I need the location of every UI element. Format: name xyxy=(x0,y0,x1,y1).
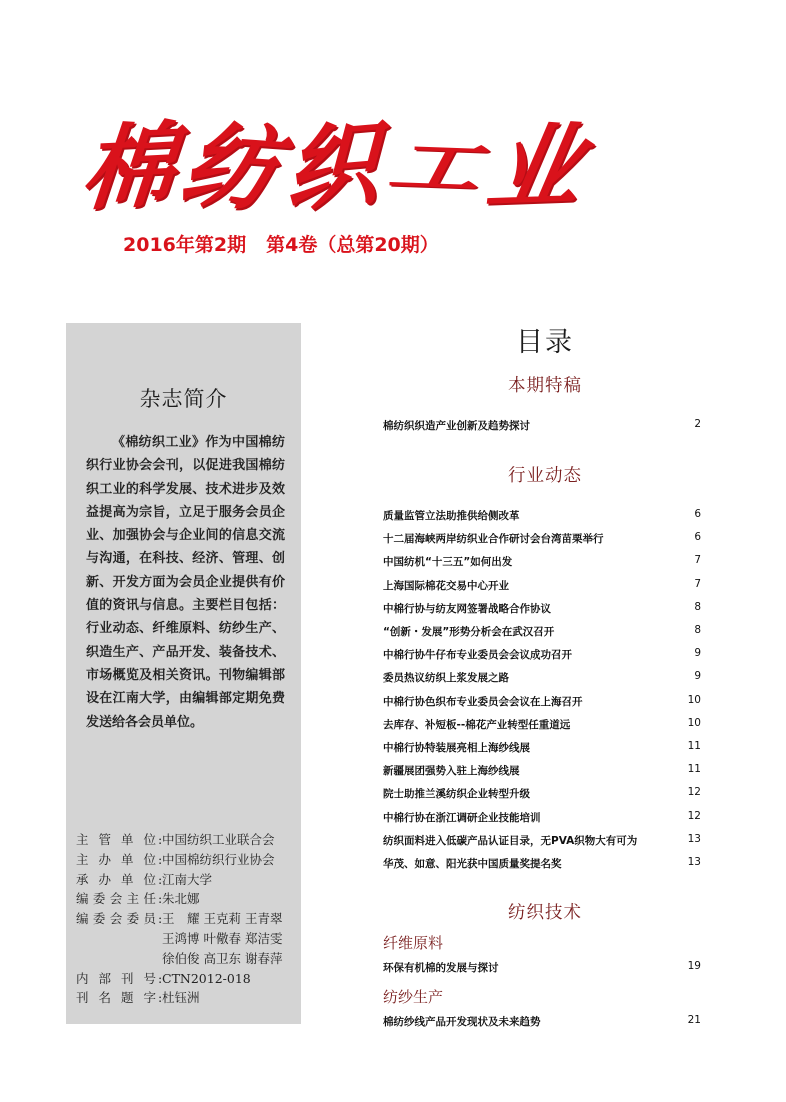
logo-char: 织 xyxy=(284,109,380,225)
toc-entry-page: 7 xyxy=(694,577,701,590)
member-line: 徐伯俊 高卫东 谢春萍 xyxy=(162,950,283,966)
section-heading-feature: 本期特稿 xyxy=(508,376,582,396)
toc-entry-title: 中棉行协牛仔布专业委员会会议成功召开 xyxy=(383,649,572,662)
toc-entry-page: 12 xyxy=(687,786,701,799)
toc-entry-page: 11 xyxy=(687,763,701,776)
toc-entry-title: 中棉行协与纺友网签署战略合作协议 xyxy=(383,602,551,615)
toc-entry-title: 新疆展团强势入驻上海纱线展 xyxy=(383,765,520,778)
toc-entry[interactable] xyxy=(383,554,701,572)
toc-entry-page: 11 xyxy=(687,740,701,752)
toc-entry-title: 院士助推兰溪纺织企业转型升级 xyxy=(383,788,530,801)
toc-entry[interactable] xyxy=(383,531,701,549)
credit-value: 朱北娜 xyxy=(162,891,200,907)
toc-entry[interactable] xyxy=(383,508,701,526)
toc-entry-page: 6 xyxy=(694,531,701,544)
toc-entry-page: 12 xyxy=(687,809,701,822)
credit-row: 刊名题字 : 杜钰洲 xyxy=(76,988,301,1008)
toc-entry-title: 华茂、如意、阳光获中国质量奖提名奖 xyxy=(383,858,562,870)
toc-entry[interactable] xyxy=(383,601,701,619)
credit-row: 编委会主任 : 朱北娜 xyxy=(76,889,301,909)
toc-entry-title: “创新・发展”形势分析会在武汉召开 xyxy=(383,626,555,638)
toc-entry-page: 7 xyxy=(694,554,701,567)
credit-row: 主办单位 : 中国棉纺织行业协会 xyxy=(76,850,301,870)
credits-block xyxy=(76,830,301,1008)
toc-entry-page: 19 xyxy=(687,960,701,972)
toc-entry[interactable] xyxy=(383,856,701,874)
toc-entry[interactable] xyxy=(383,763,701,781)
toc-entry[interactable] xyxy=(383,717,701,735)
toc-entry-title: 委员热议纺织上浆发展之路 xyxy=(383,672,509,685)
toc-entry-page: 6 xyxy=(694,508,701,520)
toc-entry-title: 中棉行协在浙江调研企业技能培训 xyxy=(383,811,541,824)
logo-char: 业 xyxy=(480,111,592,223)
issue-number: 2016年第2期 xyxy=(123,234,247,256)
credit-value: 中国棉纺织行业协会 xyxy=(162,851,275,867)
toc-entry[interactable] xyxy=(383,624,701,642)
toc-entry-page: 2 xyxy=(694,418,701,430)
toc-entry-title: 去库存、补短板--棉花产业转型任重道远 xyxy=(383,718,571,731)
toc-entry-page: 13 xyxy=(687,856,701,868)
logo-char: 棉 xyxy=(76,110,180,224)
toc-entry[interactable] xyxy=(383,670,701,688)
intro-title: 杂志简介 xyxy=(139,387,228,411)
credit-label: 刊名题字 xyxy=(76,990,156,1006)
subsection-heading-fiber: 纤维原料 xyxy=(383,934,444,952)
toc-entry-title: 十二届海峡两岸纺织业合作研讨会台湾苗栗举行 xyxy=(383,533,604,546)
logo-char: 纺 xyxy=(171,109,289,225)
intro-text: 《棉纺织工业》作为中国棉纺织行业协会会刊，以促进我国棉纺织工业的科学发展、技术进步及效益提高为宗旨，立足于服务会员企业、加强协会与企业间的信息交流与沟通，在科技、经济、管理、创新、开发方面为会员企业提供有价值的资讯与信息。主要栏目包括：行业动态、纤维原料、纺纱生产、织造生产、产品开发、装备技术、市场概览及相关资讯。刊物编辑部设在江南大学，由编辑部定期免费发送给各会员单位。 xyxy=(86,435,285,730)
credit-row: 编委会委员 : 王 耀 王克莉 王青翠 王鸿博 叶儆春 郑洁雯 徐伯俊 高卫东 谢春萍 xyxy=(76,909,301,968)
toc-entry-page: 10 xyxy=(687,716,701,729)
toc-entry-page: 13 xyxy=(687,832,701,845)
toc-entry[interactable] xyxy=(383,740,701,758)
toc-entry[interactable] xyxy=(383,833,701,851)
credit-label: 编委会委员 xyxy=(76,911,156,927)
credit-row: 主管单位 : 中国纺织工业联合会 xyxy=(76,830,301,850)
logo-char: 工 xyxy=(384,133,484,201)
volume-number: 第4卷（总第20期） xyxy=(266,234,439,256)
section-heading-news: 行业动态 xyxy=(508,466,582,486)
toc-entry-page: 9 xyxy=(694,670,701,683)
credit-label: 主管单位 xyxy=(76,832,156,847)
toc-entry-title: 棉纺纱线产品开发现状及未来趋势 xyxy=(383,1016,541,1028)
credit-value: 杜钰洲 xyxy=(162,990,200,1006)
credit-value: 江南大学 xyxy=(162,871,213,887)
toc-entry-title: 质量监管立法助推供给侧改革 xyxy=(383,510,520,522)
toc-entry-page: 8 xyxy=(694,600,701,613)
credit-row: 内部刊号 : CTN2012-018 xyxy=(76,969,301,989)
toc-entry[interactable] xyxy=(383,810,701,828)
toc-entry-title: 中棉行协色织布专业委员会会议在上海召开 xyxy=(383,695,583,708)
toc-entry[interactable] xyxy=(383,960,701,978)
section-heading-tech: 纺织技术 xyxy=(508,903,582,923)
toc-entry-title: 中国纺机“十三五”如何出发 xyxy=(383,556,513,569)
toc-title: 目录 xyxy=(516,327,574,358)
credit-row: 承办单位 : 江南大学 xyxy=(76,870,301,890)
subsection-heading-spinning: 纺纱生产 xyxy=(383,988,444,1006)
credit-value: CTN2012-018 xyxy=(162,970,251,986)
toc-entry[interactable] xyxy=(383,578,701,596)
toc-entry[interactable] xyxy=(383,647,701,665)
toc-entry-page: 9 xyxy=(694,647,701,660)
toc-entry-title: 棉纺织织造产业创新及趋势探讨 xyxy=(383,420,530,432)
committee-members xyxy=(162,909,282,968)
member-line: 王鸿博 叶儆春 郑洁雯 xyxy=(162,930,283,946)
toc-entry-page: 8 xyxy=(694,624,701,636)
toc-entry[interactable] xyxy=(383,786,701,804)
issue-line xyxy=(123,230,439,257)
credit-value: 中国纺织工业联合会 xyxy=(162,832,275,847)
toc-entry-title: 环保有机棉的发展与探讨 xyxy=(383,962,499,974)
member-line: 王 耀 王克莉 王青翠 xyxy=(162,911,283,927)
toc-entry[interactable] xyxy=(383,418,701,436)
credit-label: 编委会主任 xyxy=(76,891,156,907)
magazine-logo xyxy=(76,109,592,225)
toc-entry-title: 纺织面料进入低碳产品认证目录，无PVA织物大有可为 xyxy=(383,834,638,847)
toc-entry-page: 21 xyxy=(687,1014,701,1026)
credit-label: 内部刊号 xyxy=(76,970,156,986)
credit-label: 承办单位 xyxy=(76,871,156,887)
credit-label: 主办单位 xyxy=(76,851,156,867)
toc-entry[interactable] xyxy=(383,694,701,712)
toc-entry-title: 中棉行协特装展亮相上海纱线展 xyxy=(383,742,530,754)
toc-entry[interactable] xyxy=(383,1014,701,1032)
magazine-intro-panel xyxy=(66,323,301,1024)
toc-entry-title: 上海国际棉花交易中心开业 xyxy=(383,579,509,592)
toc-entry-page: 10 xyxy=(687,693,701,706)
